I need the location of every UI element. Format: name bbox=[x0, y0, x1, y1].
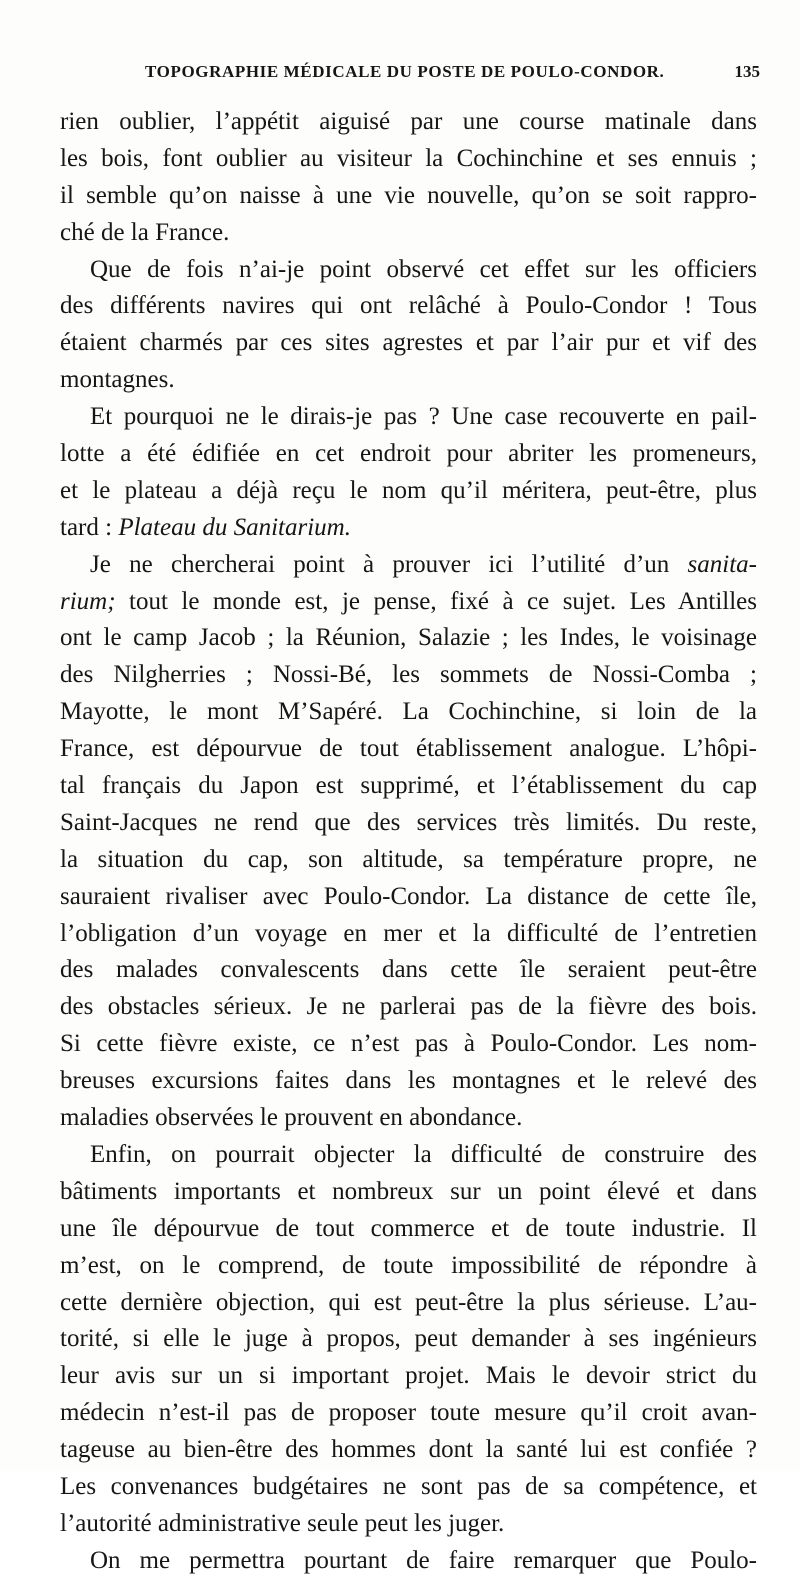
text-line: tal français du Japon est supprimé, et l’établissement du cap bbox=[60, 772, 757, 800]
text-line: breuses excursions faites dans les montagnes et le relevé des bbox=[60, 1067, 757, 1095]
text-line: la situation du cap, son altitude, sa température propre, ne bbox=[60, 845, 757, 873]
running-head bbox=[60, 62, 760, 86]
text-line: sauraient rivaliser avec Poulo-Condor. La distance de cette île, bbox=[60, 882, 757, 910]
text-line: Et pourquoi ne le dirais-je pas ? Une case recouverte en pail- bbox=[90, 403, 757, 431]
text-line: montagnes. bbox=[60, 366, 175, 394]
text-line: Si cette fièvre existe, ce n’est pas à Poulo-Condor. Les nom- bbox=[60, 1030, 757, 1058]
text-line: tageuse au bien-être des hommes dont la santé lui est confiée ? bbox=[60, 1436, 757, 1464]
text-line: rien oublier, l’appétit aiguisé par une course matinale dans bbox=[60, 108, 757, 135]
text-line: l’obligation d’un voyage en mer et la difficulté de l’entretien bbox=[60, 919, 757, 947]
text-line: cette dernière objection, qui est peut-être la plus sérieuse. L’au- bbox=[60, 1288, 757, 1316]
text-line: l’autorité administrative seule peut les juger. bbox=[60, 1509, 505, 1537]
text-line: une île dépourvue de tout commerce et de toute industrie. Il bbox=[60, 1214, 757, 1242]
page-number: 135 bbox=[734, 62, 760, 81]
text-line: bâtiments importants et nombreux sur un point élevé et dans bbox=[60, 1177, 757, 1205]
text-line: Les convenances budgétaires ne sont pas de sa compétence, et bbox=[60, 1472, 757, 1500]
text-line: il semble qu’on naisse à une vie nouvelle, qu’on se soit rappro- bbox=[60, 181, 757, 209]
text-line: torité, si elle le juge à propos, peut demander à ses ingénieurs bbox=[60, 1325, 757, 1353]
text-line: Que de fois n’ai-je point observé cet effet sur les officiers bbox=[90, 255, 757, 283]
text-line: m’est, on le comprend, de toute impossibilité de répondre à bbox=[60, 1251, 757, 1279]
text-line: tard : Plateau du Sanitarium. bbox=[60, 513, 351, 541]
text-line: des Nilgherries ; Nossi-Bé, les sommets de Nossi-Comba ; bbox=[60, 661, 757, 689]
text-line: Je ne chercherai point à prouver ici l’utilité d’un sanita- bbox=[90, 550, 757, 578]
text-line: Mayotte, le mont M’Sapéré. La Cochinchine, si loin de la bbox=[60, 698, 757, 726]
text-line: et le plateau a déjà reçu le nom qu’il méritera, peut-être, plus bbox=[60, 476, 757, 504]
text-line: Enfin, on pourrait objecter la difficulté de construire des bbox=[90, 1140, 757, 1168]
italic-term: sanita- bbox=[687, 550, 757, 578]
text-line: étaient charmés par ces sites agrestes et par l’air pur et vif des bbox=[60, 329, 757, 357]
italic-term: Plateau du Sanitarium. bbox=[118, 513, 351, 541]
text-line: leur avis sur un si important projet. Mais le devoir strict du bbox=[60, 1362, 757, 1390]
text-line: ont le camp Jacob ; la Réunion, Salazie ; les Indes, le voisinage bbox=[60, 624, 757, 652]
text-line: les bois, font oublier au visiteur la Cochinchine et ses ennuis ; bbox=[60, 144, 757, 172]
italic-term: rium; bbox=[60, 587, 116, 615]
running-title: TOPOGRAPHIE MÉDICALE DU POSTE DE POULO-CONDOR. bbox=[145, 62, 665, 81]
text-line: France, est dépourvue de tout établissement analogue. L’hôpi- bbox=[60, 735, 757, 763]
body-text bbox=[60, 104, 757, 1580]
text-line: rium; tout le monde est, je pense, fixé à ce sujet. Les Antilles bbox=[60, 587, 757, 615]
text-line: ché de la France. bbox=[60, 218, 230, 246]
text-line: Saint-Jacques ne rend que des services très limités. Du reste, bbox=[60, 808, 757, 836]
text-line: médecin n’est-il pas de proposer toute mesure qu’il croit avan- bbox=[60, 1399, 757, 1427]
text-line: des malades convalescents dans cette île seraient peut-être bbox=[60, 956, 757, 984]
text-line: lotte a été édifiée en cet endroit pour abriter les promeneurs, bbox=[60, 440, 757, 468]
text-line: des différents navires qui ont relâché à Poulo-Condor ! Tous bbox=[60, 292, 757, 320]
text-line: des obstacles sérieux. Je ne parlerai pas de la fièvre des bois. bbox=[60, 993, 757, 1021]
text-line: On me permettra pourtant de faire remarquer que Poulo- bbox=[90, 1546, 757, 1574]
text-line: maladies observées le prouvent en abondance. bbox=[60, 1104, 523, 1132]
